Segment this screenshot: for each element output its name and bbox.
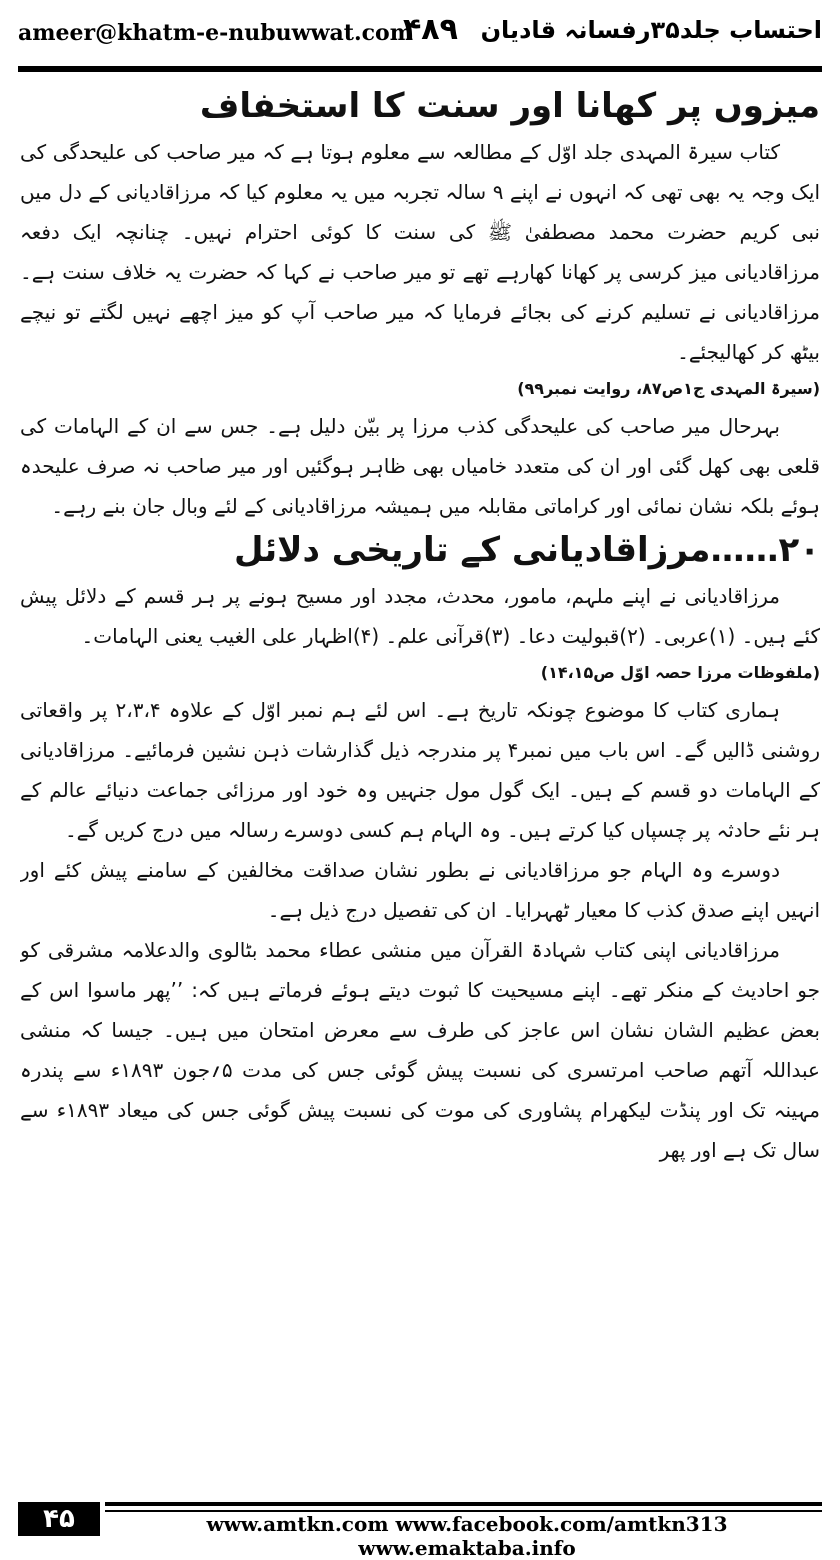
section-heading: ۲۰……مرزاقادیانی کے تاریخی دلائل	[234, 530, 820, 570]
section-heading: میزوں پر کھانا اور سنت کا استخفاف	[199, 86, 820, 126]
page-header	[18, 12, 822, 52]
body-paragraph: ہماری کتاب کا موضوع چونکہ تاریخ ہے۔ اس لئے ہم نمبر اوّل کے علاوہ ۲،۳،۴ پر واقعاتی روشنی ڈالیں گے۔ اس باب میں نمبر۴ پر مندرجہ ذیل گذارشات ذہن نشین فرمائیے۔ مرزاقادیانی کے الہامات دو قسم کے ہیں۔ ایک گول مول جنہیں وہ خود اور مرزائی جماعت دنیائے عالم کے ہر نئے حادثہ پر چسپاں کیا کرتے ہیں۔ وہ الہام ہم کسی دوسرے رسالہ میں درج کریں گے۔	[20, 698, 820, 842]
footer-page-badge: ۴۵	[18, 1502, 100, 1536]
body-paragraph: کتاب سیرۃ المہدی جلد اوّل کے مطالعہ سے معلوم ہوتا ہے کہ میر صاحب کی علیحدگی کی ایک وجہ یہ بھی تھی کہ انہوں نے اپنے ۹ سالہ تجربہ میں یہ معلوم کیا کہ مرزاقادیانی کے دل میں نبی کریم حضرت محمد مصطفیٰ ﷺ کی سنت کا کوئی احترام نہیں۔ چنانچہ ایک دفعہ مرزاقادیانی میز کرسی پر کھانا کھارہے تھے تو میر صاحب نے کہا کہ حضرت یہ خلاف سنت ہے۔ مرزاقادیانی نے تسلیم کرنے کی بجائے فرمایا کہ میر صاحب آپ کو میز اچھے نہیں لگتے تو نیچے بیٹھ کر کھالیجئے۔	[20, 140, 820, 364]
header-page-number: ۴۸۹	[403, 12, 458, 47]
footer-rule	[105, 1502, 822, 1506]
footer-links: www.amtkn.com www.facebook.com/amtkn313 www.emaktaba.info	[206, 1512, 728, 1560]
body-paragraph: دوسرے وہ الہام جو مرزاقادیانی نے بطور نشان صداقت مخالفین کے سامنے پیش کئے اور انہیں اپنے صدق کذب کا معیار ٹھہرایا۔ ان کی تفصیل درج ذیل ہے۔	[20, 858, 820, 922]
reference-citation: (سیرۃ المہدی ج۱ص۸۷، روایت نمبر۹۹)	[517, 379, 820, 398]
body-paragraph: مرزاقادیانی اپنی کتاب شہادۃ القرآن میں منشی عطاء محمد بٹالوی والدعلامہ مشرقی کو جو احادیث کے منکر تھے۔ اپنے مسیحیت کا ثبوت دیتے ہوئے فرماتے ہیں کہ: ’’پھر ماسوا اس کے بعض عظیم الشان نشان اس عاجز کی طرف سے معرض امتحان میں ہیں۔ جیسا کہ منشی عبداللہ آتھم صاحب امرتسری کی نسبت پیش گوئی جس کی مدت ۵؍جون ۱۸۹۳ء سے پندرہ مہینہ تک اور پنڈت لیکھرام پشاوری کی موت کی نسبت پیش گوئی جس کی میعاد ۱۸۹۳ء سے سال تک ہے اور پھر	[20, 938, 820, 1162]
header-series-title: احتساب جلد۳۵رفسانہ قادیان	[480, 16, 822, 44]
header-email: ameer@khatm-e-nubuwwat.com	[18, 20, 413, 46]
page-body	[20, 82, 820, 1487]
header-rule	[18, 66, 822, 72]
body-paragraph: مرزاقادیانی نے اپنے ملہم، مامور، محدث، مجدد اور مسیح ہونے پر ہر قسم کے دلائل پیش کئے ہیں۔ (۱)عربی۔ (۲)قبولیت دعا۔ (۳)قرآنی علم۔ (۴)اظہار علی الغیب یعنی الہامات۔	[20, 584, 820, 648]
body-paragraph: بہرحال میر صاحب کی علیحدگی کذب مرزا پر بیّن دلیل ہے۔ جس سے ان کے الہامات کی قلعی بھی کھل گئی اور ان کی متعدد خامیاں بھی ظاہر ہوگئیں اور میر صاحب نہ صرف علیحدہ ہوئے بلکہ نشان نمائی اور کراماتی مقابلہ میں ہمیشہ مرزاقادیانی کے لئے وبال جان بنے رہے۔	[20, 414, 820, 518]
reference-citation: (ملفوظات مرزا حصہ اوّل ص۱۴،۱۵)	[540, 663, 820, 682]
